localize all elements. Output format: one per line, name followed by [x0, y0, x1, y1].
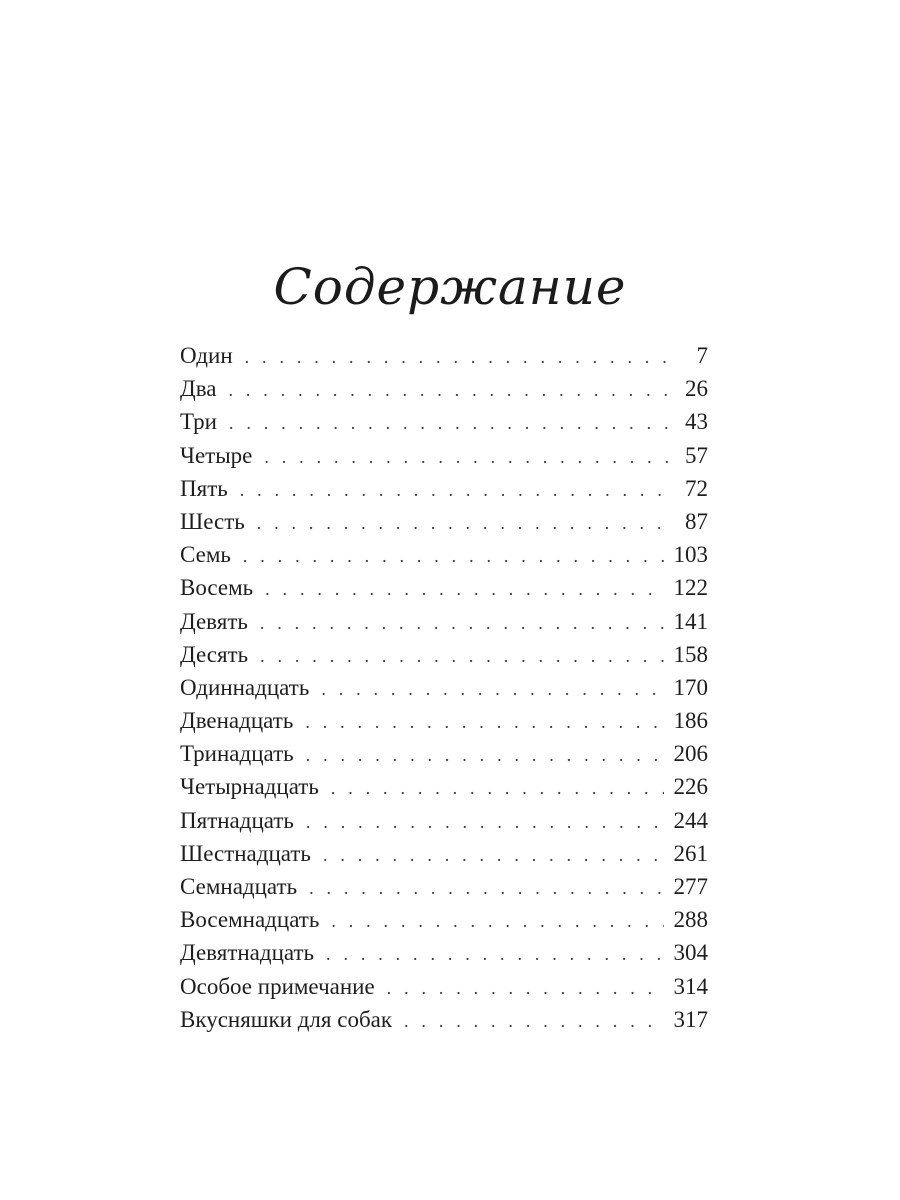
- dot-leader: [228, 374, 672, 407]
- dot-leader: [260, 640, 663, 673]
- toc-entry-title: Восемнадцать: [180, 907, 320, 933]
- toc-entry: [180, 538, 708, 571]
- toc-entry-title: Пять: [180, 475, 228, 501]
- toc-entry: [180, 936, 708, 969]
- toc-entry-title: Восемь: [180, 575, 254, 601]
- toc-entry-title: Пятнадцать: [180, 807, 294, 833]
- dot-leader: [265, 573, 663, 606]
- toc-entry: [180, 505, 708, 538]
- toc-entry: [180, 903, 708, 936]
- toc-entry-title: Десять: [180, 641, 249, 667]
- toc-entry-page: 141: [673, 608, 708, 634]
- toc-entry: [180, 671, 708, 704]
- dot-leader: [264, 441, 672, 474]
- dot-leader: [240, 474, 672, 507]
- dot-leader: [331, 905, 663, 938]
- toc-entry: [180, 870, 708, 903]
- toc-entry-page: 57: [685, 442, 708, 468]
- toc-entry: [180, 638, 708, 671]
- dot-leader: [306, 739, 664, 772]
- toc-entry-title: Девять: [180, 608, 248, 634]
- toc-entry: [180, 770, 708, 803]
- toc-entry-page: 186: [673, 708, 708, 734]
- toc-entry-title: Семнадцать: [180, 874, 298, 899]
- dot-leader: [306, 806, 664, 839]
- dot-leader: [387, 972, 664, 1005]
- toc-entry: [180, 439, 708, 472]
- toc-entry-page: 26: [685, 376, 708, 402]
- toc-entry-page: 304: [673, 940, 708, 966]
- dot-leader: [326, 938, 663, 971]
- toc-entry-page: 72: [685, 475, 708, 501]
- toc-entry-title: Шестнадцать: [180, 840, 311, 866]
- dot-leader: [243, 540, 664, 573]
- toc-entry-title: Семь: [180, 542, 231, 568]
- toc-entry: [180, 704, 708, 737]
- toc-entry-title: Четыре: [180, 442, 253, 468]
- toc-entry-title: Один: [180, 343, 233, 368]
- toc-entry: [180, 405, 708, 438]
- dot-leader: [331, 772, 664, 805]
- toc-entry-title: Два: [180, 376, 217, 402]
- toc-entry: [180, 804, 708, 837]
- toc-entry-page: 277: [673, 874, 708, 899]
- table-of-contents: [180, 339, 708, 1036]
- toc-entry: [180, 605, 708, 638]
- toc-entry-page: 288: [673, 907, 708, 933]
- toc-entry-page: 317: [673, 1006, 708, 1032]
- toc-entry-title: Вкусняшки для собак: [180, 1006, 393, 1032]
- toc-entry-title: Три: [180, 409, 217, 435]
- toc-entry-page: 87: [685, 508, 708, 534]
- toc-entry: [180, 737, 708, 770]
- toc-entry: [180, 372, 708, 405]
- dot-leader: [321, 673, 663, 706]
- toc-entry-page: 206: [673, 741, 708, 767]
- toc-entry: [180, 1003, 708, 1036]
- dot-leader: [323, 839, 664, 872]
- toc-entry-page: 7: [696, 343, 708, 368]
- dot-leader: [305, 706, 663, 739]
- toc-entry-page: 122: [673, 575, 708, 601]
- dot-leader: [229, 407, 672, 440]
- toc-entry-title: Тринадцать: [180, 741, 294, 767]
- dot-leader: [245, 341, 672, 374]
- toc-entry: [180, 339, 708, 372]
- dot-leader: [257, 507, 672, 540]
- dot-leader: [404, 1005, 663, 1038]
- toc-entry-title: Двенадцать: [180, 708, 294, 734]
- toc-entry: [180, 472, 708, 505]
- dot-leader: [309, 872, 663, 905]
- toc-entry-title: Шесть: [180, 508, 245, 534]
- toc-entry: [180, 837, 708, 870]
- toc-entry-title: Особое примечание: [180, 973, 375, 999]
- toc-entry-page: 244: [673, 807, 708, 833]
- toc-entry-page: 43: [685, 409, 708, 435]
- toc-entry: [180, 970, 708, 1003]
- toc-entry-page: 170: [673, 674, 708, 700]
- dot-leader: [260, 607, 664, 640]
- toc-entry-title: Одиннадцать: [180, 674, 310, 700]
- toc-entry-page: 158: [673, 641, 708, 667]
- toc-entry-title: Девятнадцать: [180, 940, 315, 966]
- toc-entry-page: 261: [673, 840, 708, 866]
- toc-entry-page: 314: [673, 973, 708, 999]
- toc-entry-page: 103: [673, 542, 708, 568]
- page-title: Содержание: [273, 257, 627, 316]
- toc-entry-page: 226: [673, 774, 708, 800]
- toc-entry: [180, 571, 708, 604]
- toc-entry-title: Четырнадцать: [180, 774, 319, 800]
